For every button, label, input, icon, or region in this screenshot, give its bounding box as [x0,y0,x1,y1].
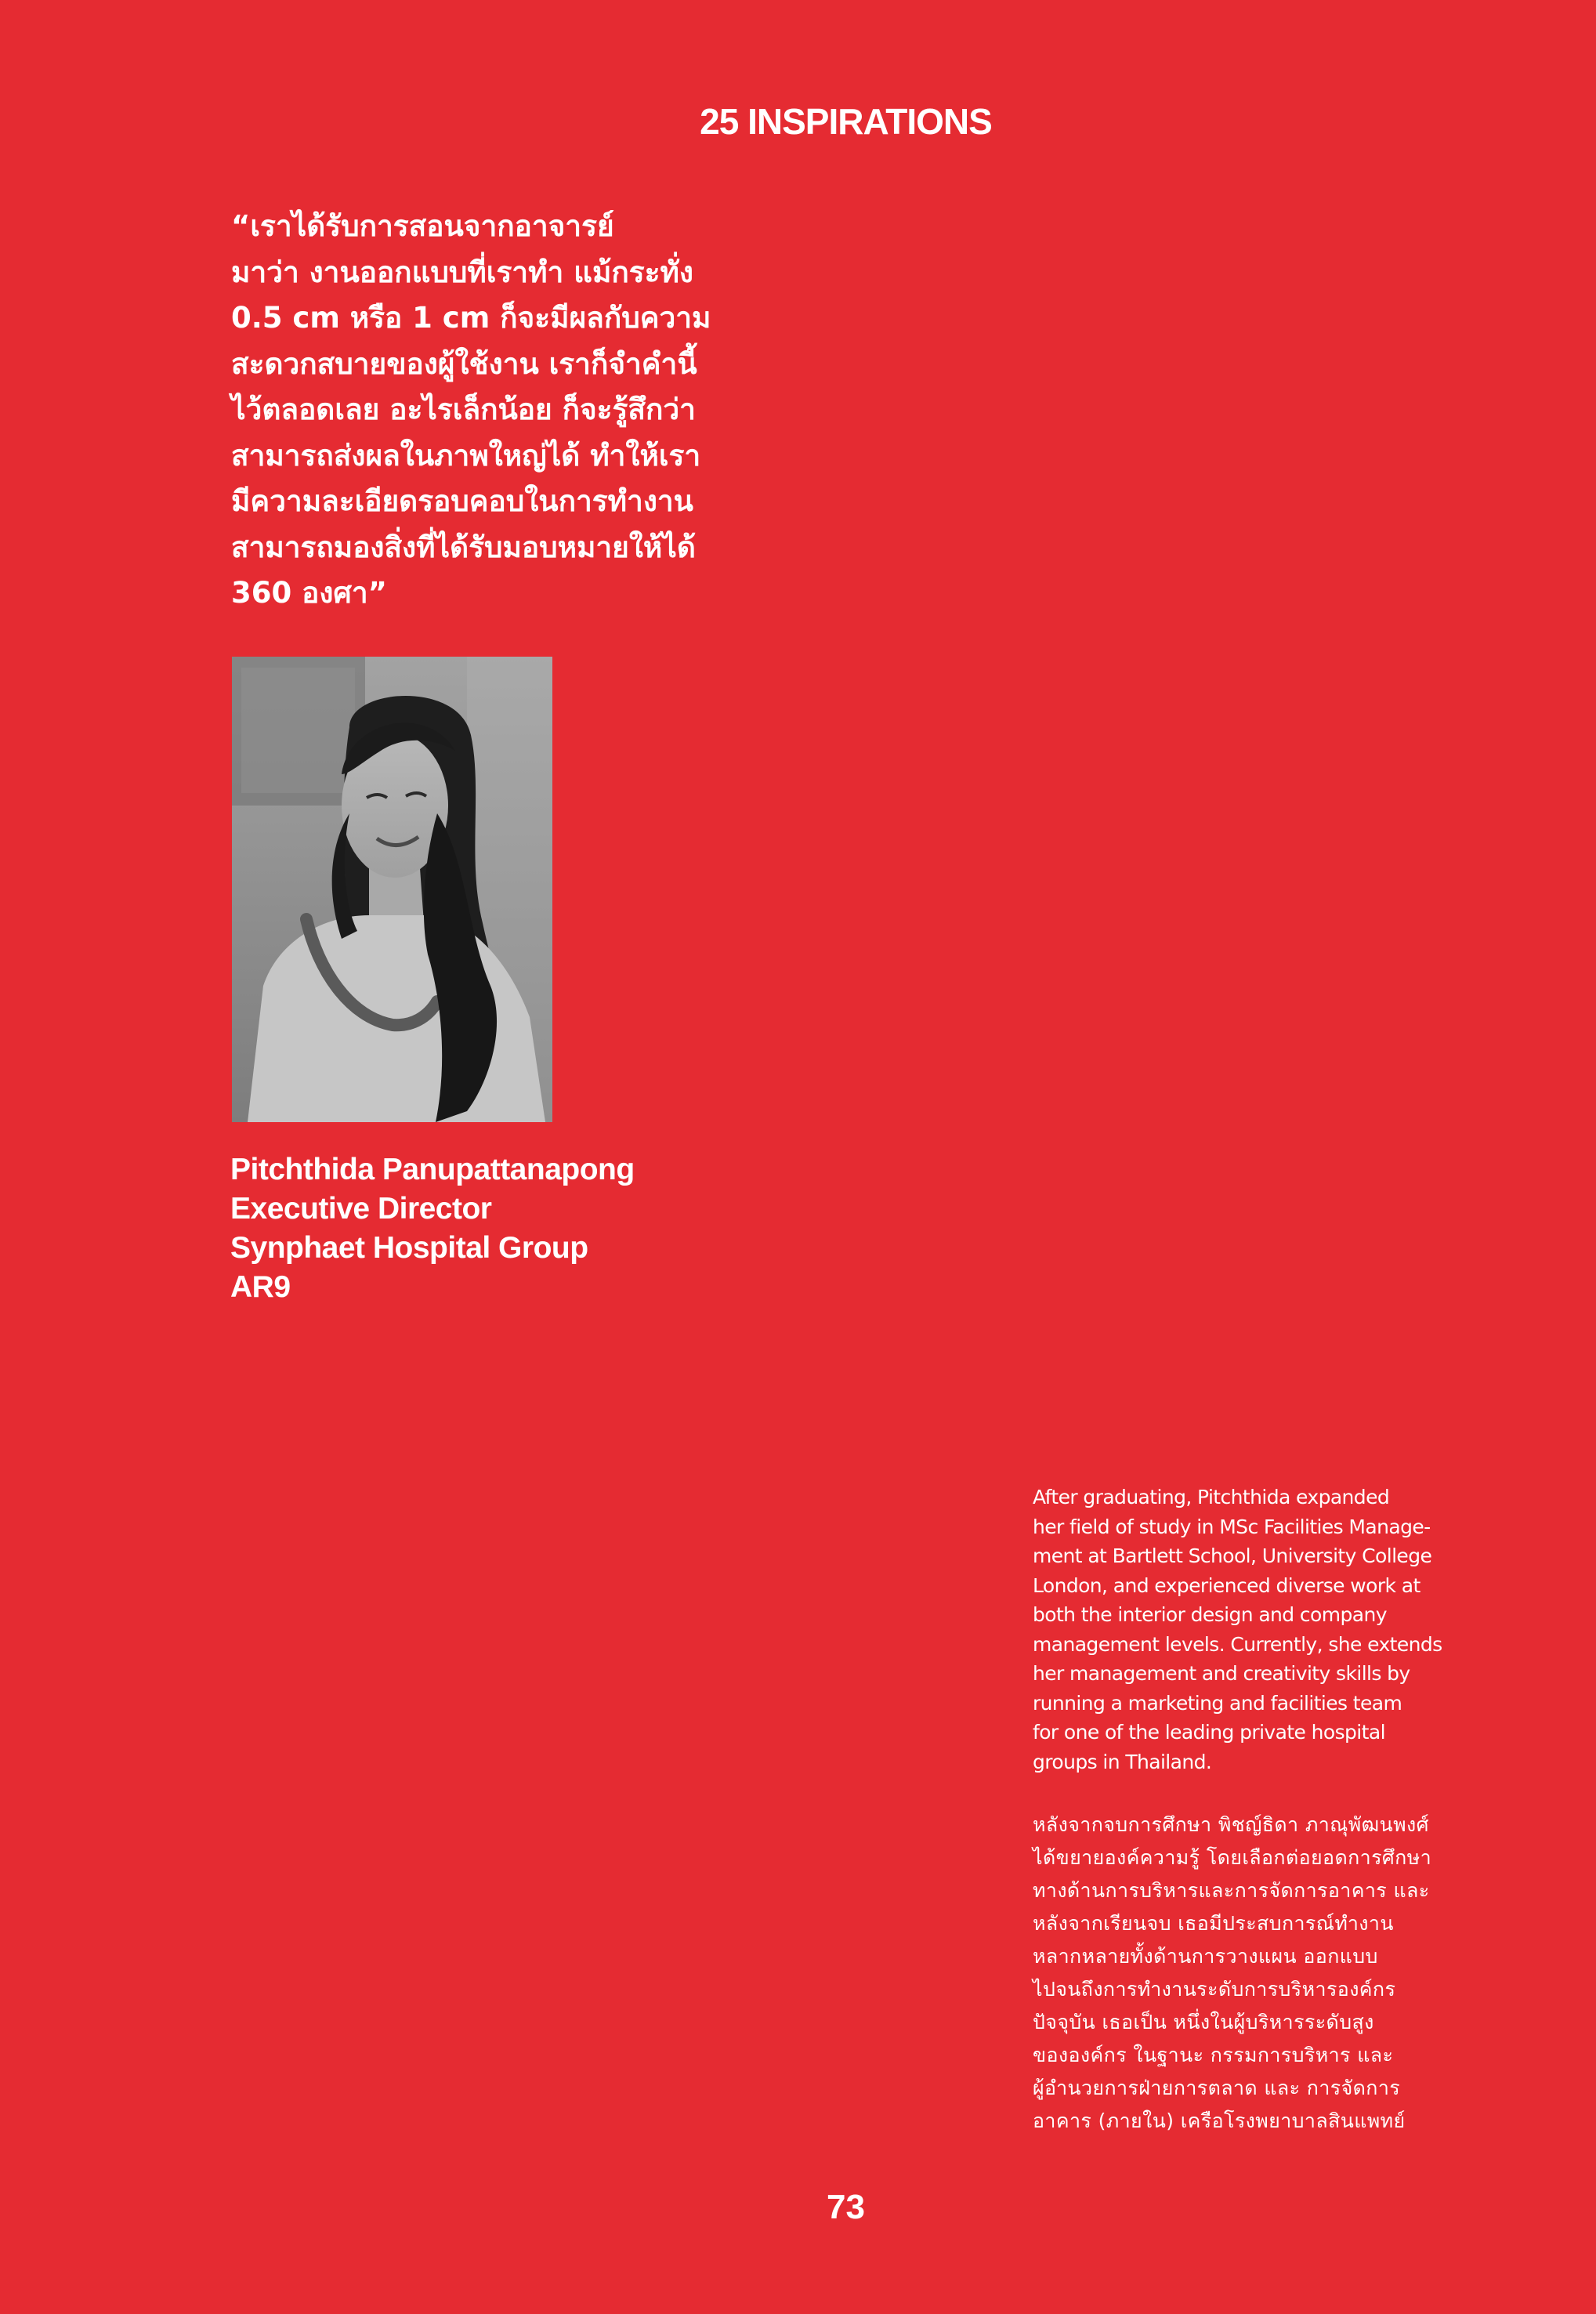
person-organization: Synphaet Hospital Group [230,1231,588,1265]
portrait-illustration [232,657,552,1122]
person-position: Executive Director [230,1192,492,1226]
person-name: Pitchthida Panupattanapong [230,1153,635,1186]
person-code: AR9 [230,1270,291,1304]
portrait-photo [232,657,552,1122]
bio-thai: หลังจากจบการศึกษา พิชญ์ธิดา ภาณุพัฒนพงศ์ ได้ขยายองค์ความรู้ โดยเลือกต่อยอดการศึกษา ทางด้านการบริหารและการจัดการอาคาร และ หลังจากเรียนจบ เธอมีประสบการณ์ทำงาน หลากหลายทั้งด้านการวางแผน ออกแบบ ไปจนถึงการทำงานระดับการบริหารองค์กร ปัจจุบัน เธอเป็น หนึ่งในผู้บริหารระดับสูง ขององค์กร ในฐานะ กรรมการบริหาร และ ผู้อำนวยการฝ่ายการตลาด และ การจัดการ อาคาร (ภายใน) เครือโรงพยาบาลสินแพทย์ [1033,1813,1432,2132]
bio-english: After graduating, Pitchthida expanded her field of study in MSc Facilities Manage- ment at Bartlett School, University College London, and experienced diverse work at both the interior design and company management levels. Currently, she extends her management and creativity skills by running a marketing and facilities team for one of the leading private hospital groups in Thailand. [1033,1486,1442,1773]
page-title: 25 INSPIRATIONS [700,101,992,142]
pull-quote: “เราได้รับการสอนจากอาจารย์ มาว่า งานออกแบบที่เราทำ แม้กระทั่ง 0.5 cm หรือ 1 cm ก็จะมีผลกับความ สะดวกสบายของผู้ใช้งาน เราก็จำคำนี้ ไว้ตลอดเลย อะไรเล็กน้อย ก็จะรู้สึกว่า สามารถส่งผลในภาพใหญ่ได้ ทำให้เรา มีความละเอียดรอบคอบในการทำงาน สามารถมองสิ่งที่ได้รับมอบหมายให้ได้ 360 องศา” [231,209,711,610]
page-number: 73 [827,2188,865,2226]
person-credit [230,1150,635,1307]
